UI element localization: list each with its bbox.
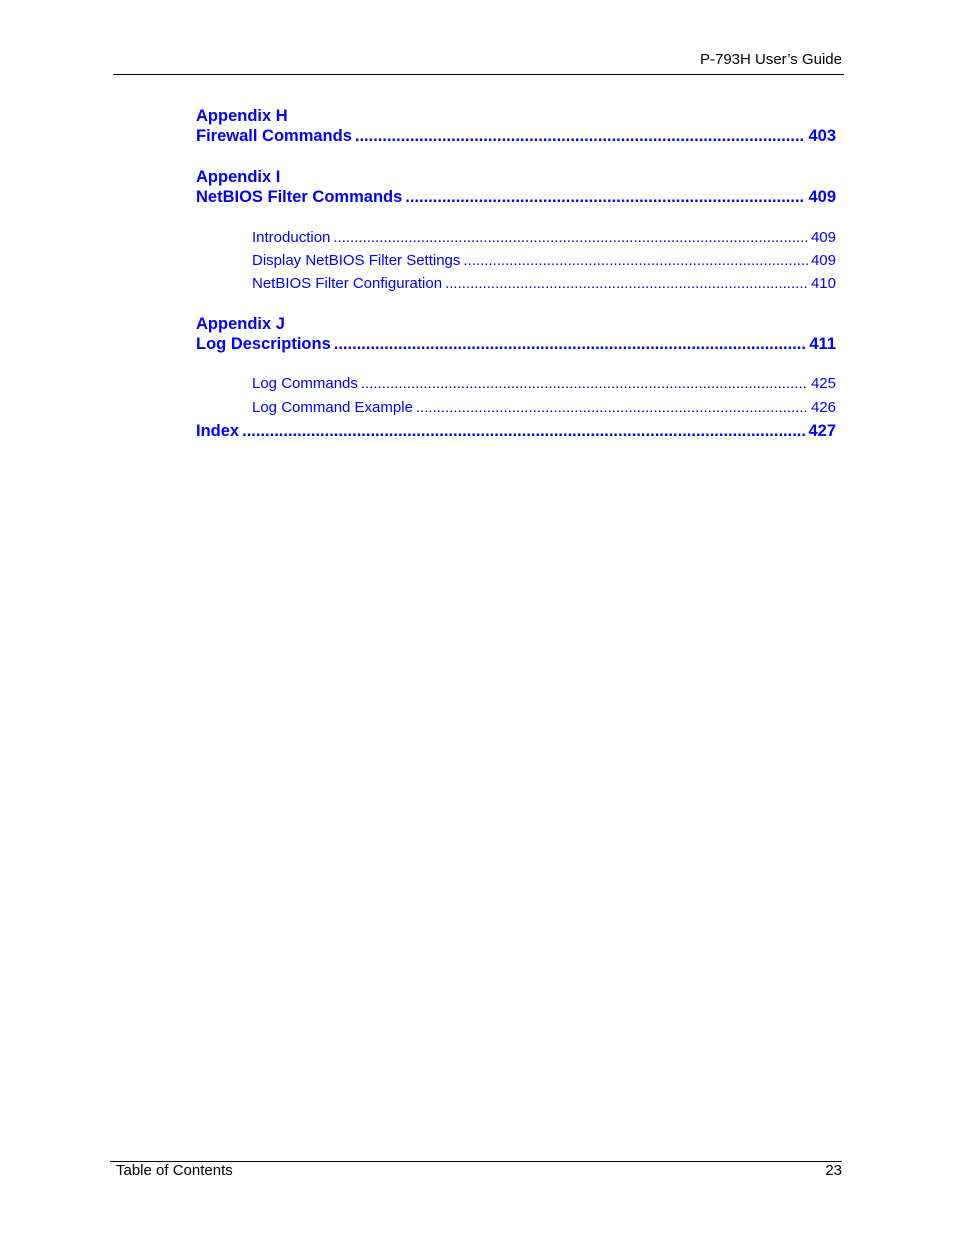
- dot-leader: [334, 335, 807, 354]
- dot-leader: [333, 229, 808, 246]
- appendix-i-title: Appendix I: [196, 168, 281, 186]
- toc-entry-log-descriptions[interactable]: [196, 335, 836, 354]
- footer-section-title: Table of Contents: [116, 1162, 233, 1179]
- toc-subentry-label: Introduction: [252, 229, 331, 246]
- toc-entry-page: 411: [809, 335, 836, 353]
- toc-subentry-page: 409: [810, 229, 836, 246]
- toc-subentry-log-commands[interactable]: [252, 375, 836, 392]
- toc-entry-firewall-commands[interactable]: [196, 127, 836, 146]
- toc-entry-label: NetBIOS Filter Commands: [196, 188, 403, 206]
- toc-entry-label: Firewall Commands: [196, 127, 352, 145]
- appendix-h-title: Appendix H: [196, 107, 288, 125]
- footer-page-number: 23: [825, 1162, 842, 1179]
- header-divider: [113, 74, 844, 75]
- dot-leader: [355, 127, 806, 146]
- toc-subentry-label: Log Commands: [252, 375, 358, 392]
- toc-entry-label: Log Descriptions: [196, 335, 331, 353]
- toc-subentry-netbios-filter-configuration[interactable]: [252, 275, 836, 292]
- dot-leader: [463, 252, 808, 269]
- toc-subentry-page: 409: [810, 252, 836, 269]
- appendix-j-title: Appendix J: [196, 315, 285, 333]
- toc-subentry-page: 410: [810, 275, 836, 292]
- toc-subentry-label: Log Command Example: [252, 399, 413, 416]
- toc-subentry-log-command-example[interactable]: [252, 399, 836, 416]
- toc-subentry-introduction[interactable]: [252, 229, 836, 246]
- dot-leader: [445, 275, 808, 292]
- toc-subentry-label: Display NetBIOS Filter Settings: [252, 252, 461, 269]
- toc-subentry-display-netbios-filter-settings[interactable]: [252, 252, 836, 269]
- toc-entry-page: 403: [808, 127, 836, 145]
- dot-leader: [416, 399, 808, 416]
- toc-entry-page: 427: [808, 422, 836, 440]
- toc-entry-label: Index: [196, 422, 240, 440]
- toc-subentry-page: 426: [810, 399, 836, 416]
- dot-leader: [242, 422, 805, 441]
- dot-leader: [405, 188, 805, 207]
- toc-subentry-label: NetBIOS Filter Configuration: [252, 275, 443, 292]
- toc-subentry-page: 425: [810, 375, 836, 392]
- toc-entry-index[interactable]: [196, 422, 836, 441]
- dot-leader: [361, 375, 808, 392]
- toc-entry-netbios-filter-commands[interactable]: [196, 188, 836, 207]
- toc-entry-page: 409: [808, 188, 836, 206]
- guide-title: P-793H User’s Guide: [699, 51, 842, 68]
